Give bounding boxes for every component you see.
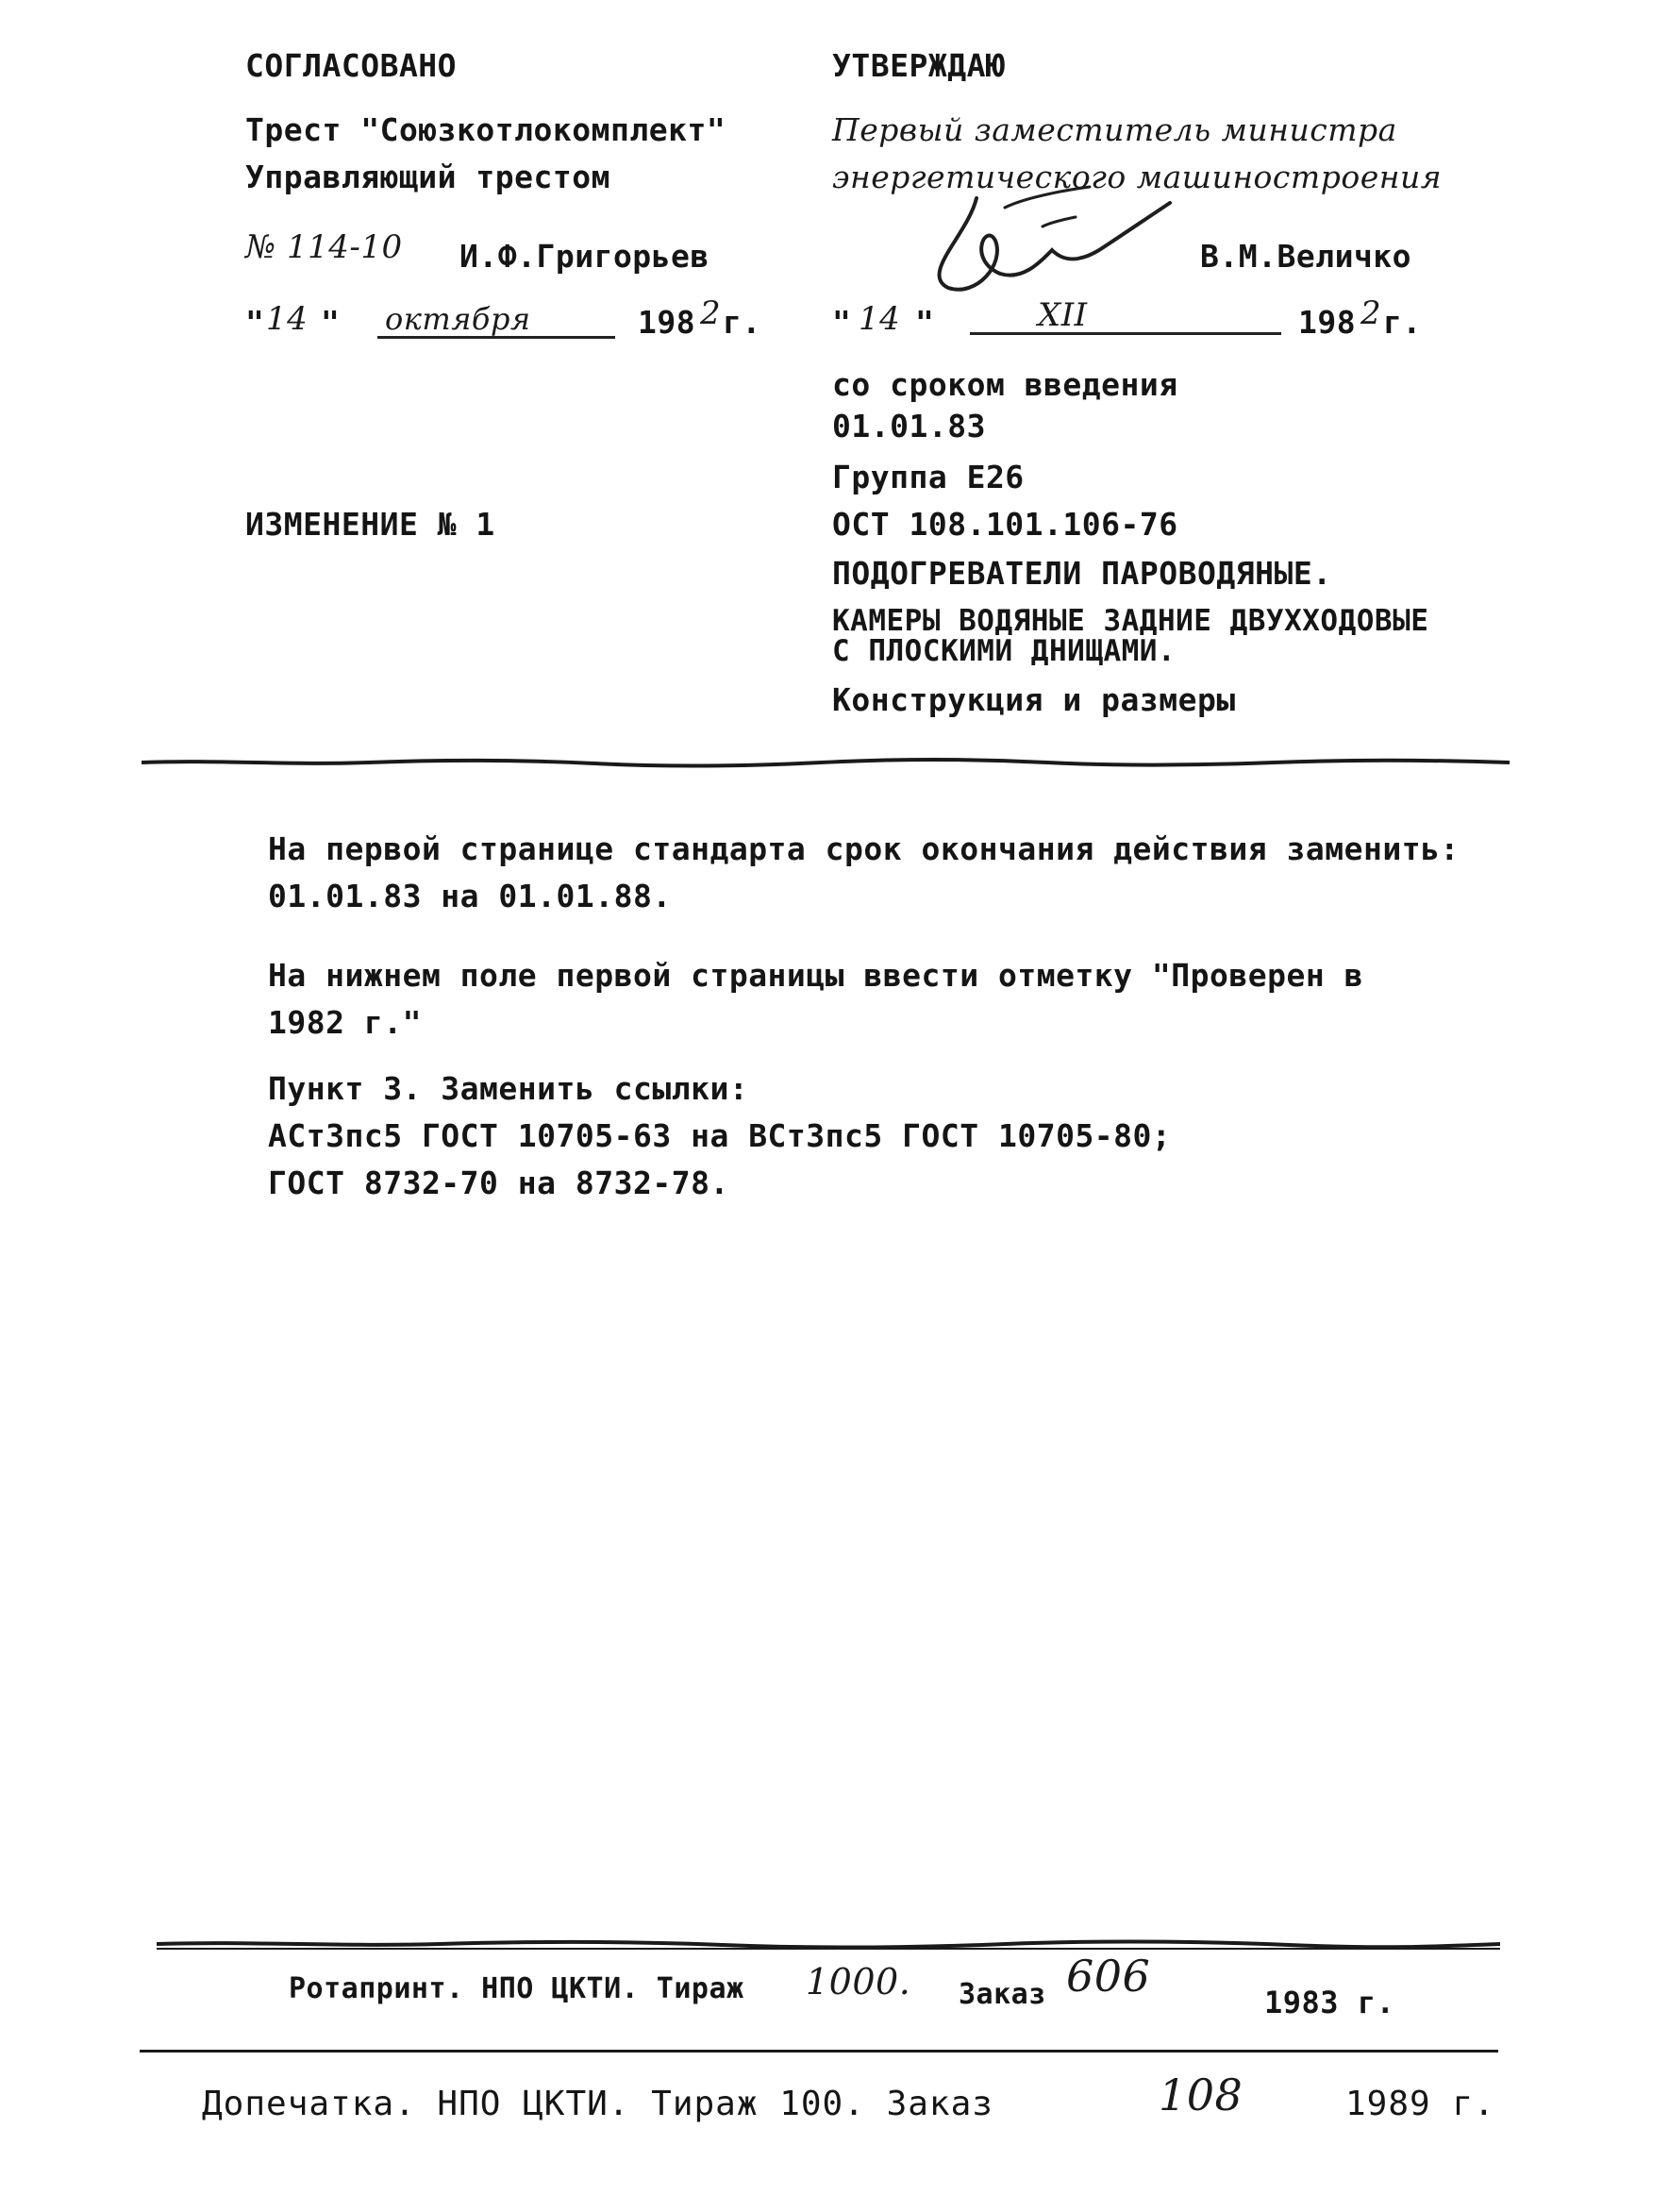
footer2-year: 1989 г. xyxy=(1345,2085,1495,2123)
right-date-close-quote: " xyxy=(915,304,935,341)
left-date-month: октября xyxy=(385,301,531,337)
footer1-order-label: Заказ xyxy=(959,1978,1046,2011)
right-date-year-digit: 2 xyxy=(1360,294,1382,332)
right-date-year-prefix: 198 xyxy=(1298,304,1357,341)
right-date-open-quote: " xyxy=(832,304,852,341)
body-p3-line2: АСт3пс5 ГОСТ 10705-63 на ВСт3пс5 ГОСТ 10705-80; xyxy=(268,1117,1172,1154)
right-date-day: 14 xyxy=(859,300,901,338)
footer1-order-value: 606 xyxy=(1066,1951,1151,2002)
right-date-month: XII xyxy=(1038,296,1088,334)
agreed-heading: СОГЛАСОВАНО xyxy=(245,47,458,84)
approve-heading: УТВЕРЖДАЮ xyxy=(832,47,1006,84)
left-date-year-digit: 2 xyxy=(700,294,722,332)
approver-title-line1: Первый заместитель министра xyxy=(832,111,1397,148)
body-p3-line1: Пункт 3. Заменить ссылки: xyxy=(268,1070,749,1107)
standard-title-line2: КАМЕРЫ ВОДЯНЫЕ ЗАДНИЕ ДВУХХОДОВЫЕ xyxy=(832,604,1429,638)
right-date-year-suffix: г. xyxy=(1383,304,1422,341)
left-date-day: 14 xyxy=(266,300,309,338)
footer1-tirage-value: 1000. xyxy=(806,1961,911,2003)
change-label: ИЗМЕНЕНИЕ № 1 xyxy=(245,506,495,543)
body-p1-line2: 01.01.83 на 01.01.88. xyxy=(268,878,672,914)
approver-title-line2: энергетического машиностроения xyxy=(832,159,1443,195)
footer-divider xyxy=(140,2050,1498,2053)
approver-signature xyxy=(910,170,1193,311)
standard-title-line3: С ПЛОСКИМИ ДНИЩАМИ. xyxy=(832,634,1177,668)
left-date-year-suffix: г. xyxy=(723,304,761,341)
body-p1-line1: На первой странице стандарта срок окончания действия заменить: xyxy=(268,830,1460,867)
body-p3-line3: ГОСТ 8732-70 на 8732-78. xyxy=(268,1165,729,1201)
header-separator-line xyxy=(142,755,1510,770)
footer-separator-line xyxy=(157,1938,1500,1953)
right-signer-name: В.М.Величко xyxy=(1200,238,1412,275)
effective-date: 01.01.83 xyxy=(832,408,986,444)
body-p2-line2: 1982 г." xyxy=(268,1004,422,1041)
registration-number: № 114-10 xyxy=(245,228,403,266)
left-signer-name: И.Ф.Григорьев xyxy=(459,238,709,275)
standard-title-line1: ПОДОГРЕВАТЕЛИ ПАРОВОДЯНЫЕ. xyxy=(832,555,1332,592)
group-code: Группа Е26 xyxy=(832,459,1025,495)
standard-title-line4: Конструкция и размеры xyxy=(832,681,1236,718)
standard-number: ОСТ 108.101.106-76 xyxy=(832,506,1178,543)
left-date-year-prefix: 198 xyxy=(638,304,696,341)
footer1-year: 1983 г. xyxy=(1264,1985,1395,2020)
footer2-order-value: 108 xyxy=(1159,2070,1243,2120)
left-date-month-underline xyxy=(377,336,615,339)
left-date-open-quote: " xyxy=(245,304,265,341)
trust-manager-title: Управляющий трестом xyxy=(245,159,610,195)
right-date-month-underline xyxy=(970,332,1281,335)
effective-label: со сроком введения xyxy=(832,366,1178,403)
body-p2-line1: На нижнем поле первой страницы ввести отметку "Проверен в xyxy=(268,957,1363,994)
trust-name: Трест "Союзкотлокомплект" xyxy=(245,111,726,148)
left-date-close-quote: " xyxy=(321,304,341,341)
footer1-print-info: Ротапринт. НПО ЦКТИ. Тираж xyxy=(289,1972,744,2005)
footer2-reprint-info: Допечатка. НПО ЦКТИ. Тираж 100. Заказ xyxy=(202,2085,993,2123)
